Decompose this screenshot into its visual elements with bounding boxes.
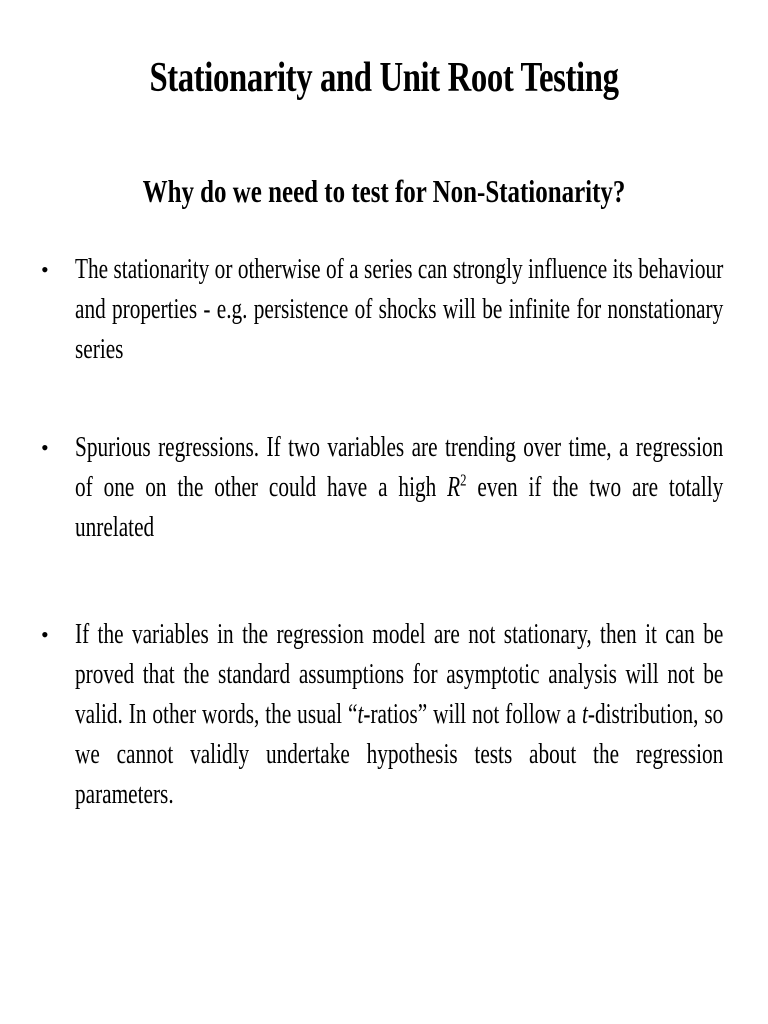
bullet-3-text (75, 615, 723, 815)
t-variable: t (582, 699, 588, 730)
t-variable: t (357, 699, 364, 730)
r-squared-exponent: 2 (460, 470, 467, 490)
bullet-text (75, 250, 724, 370)
bullet-marker: • (41, 622, 49, 647)
bullet-2-part-a: Spurious regressions. If two variables are trending over time, a regression of one on the other could have a high (75, 432, 724, 503)
slide-title: Stationarity and Unit Root Testing (149, 55, 619, 101)
bullet-3-part-c: -distribution, so we cannot validly undertake hypothesis tests about the regression parameters. (75, 699, 724, 810)
bullet-2-text (75, 428, 723, 548)
bullet-marker: • (41, 435, 49, 460)
bullet-text (75, 615, 724, 815)
r-squared-variable: R (447, 472, 461, 503)
slide-subtitle: Why do we need to test for Non-Stationarity? (142, 173, 626, 209)
bullet-marker: • (41, 257, 49, 282)
bullet-3-part-b: -ratios” will not follow a (363, 699, 583, 730)
bullet-1-text: The stationarity or otherwise of a series can strongly influence its behaviour and properties - e.g. persistence of shocks will be infinite for nonstationary series (75, 254, 724, 365)
bullet-3-part-a: If the variables in the regression model are not stationary, then it can be proved that the standard assumptions for asymptotic analysis will not be valid. In other words, the usual “ (75, 619, 724, 730)
bullet-text (75, 428, 724, 548)
bullet-2-part-b: even if the two are totally unrelated (75, 472, 724, 543)
